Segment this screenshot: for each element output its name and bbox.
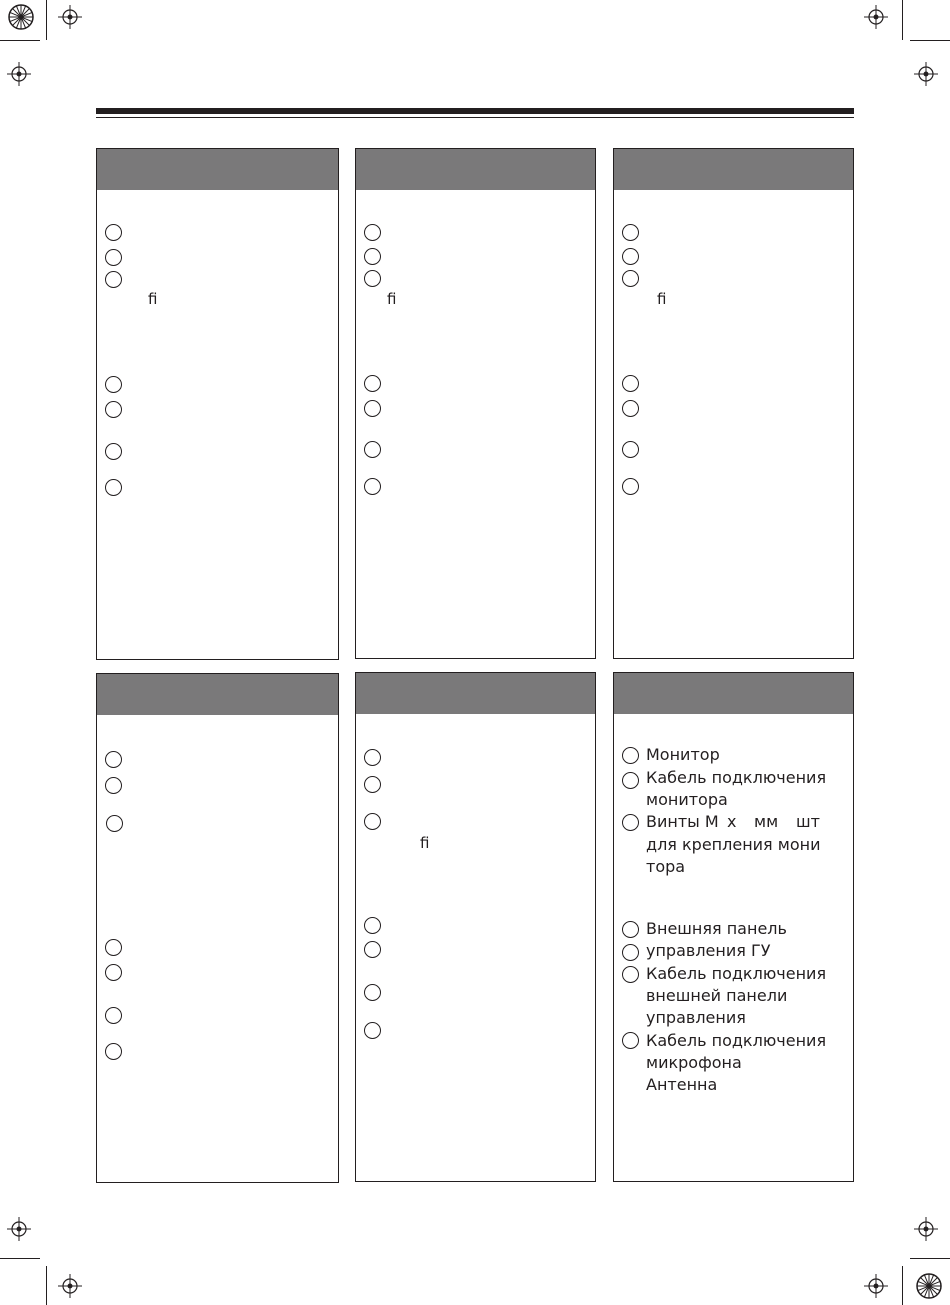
panel-4 (96, 673, 339, 1183)
crosshair-icon (914, 1217, 938, 1241)
item-marker (105, 224, 122, 241)
item-mic-cable: Кабель подключения (646, 1031, 827, 1050)
item-marker (622, 248, 639, 265)
crop-line (0, 1258, 40, 1259)
item-marker (622, 814, 639, 831)
registration-target-icon (7, 3, 35, 31)
panel-header (614, 149, 853, 190)
item-marker (105, 1043, 122, 1060)
item-marker (622, 375, 639, 392)
header-rule-thick (96, 108, 854, 114)
item-marker (622, 966, 639, 983)
item-screws-cont: для крепления мони (646, 835, 821, 854)
item-marker (105, 271, 122, 288)
item-screws-x: x (727, 812, 737, 831)
crosshair-icon (864, 1274, 888, 1298)
crosshair-icon (864, 5, 888, 29)
item-marker (364, 917, 381, 934)
item-marker (364, 749, 381, 766)
crosshair-icon (7, 1217, 31, 1241)
item-marker (364, 375, 381, 392)
item-marker (106, 815, 123, 832)
item-screws-cont2: тора (646, 857, 686, 876)
item-marker (622, 772, 639, 789)
item-marker (622, 270, 639, 287)
item-marker (622, 400, 639, 417)
item-panel-cable: Кабель подключения (646, 964, 827, 983)
item-marker (364, 224, 381, 241)
item-mic-cable-cont: микрофона (646, 1053, 742, 1072)
crop-line (902, 1266, 903, 1305)
crop-line (46, 1266, 47, 1305)
item-marker (364, 441, 381, 458)
item-marker (622, 944, 639, 961)
registration-target-icon (915, 1272, 943, 1300)
fi-ligature: ﬁ (387, 290, 397, 308)
panel-header (356, 673, 595, 714)
item-marker (364, 400, 381, 417)
item-marker (622, 1032, 639, 1049)
item-marker (105, 249, 122, 266)
item-monitor-cable: Кабель подключения (646, 768, 827, 787)
item-marker (105, 1007, 122, 1024)
item-marker (364, 478, 381, 495)
item-marker (622, 478, 639, 495)
crosshair-icon (7, 62, 31, 86)
item-external-panel: Внешняя панель (646, 919, 787, 938)
item-marker (105, 964, 122, 981)
crop-line (902, 0, 903, 40)
item-marker (105, 443, 122, 460)
item-marker (622, 441, 639, 458)
crosshair-icon (58, 1274, 82, 1298)
crop-line (910, 40, 950, 41)
item-antenna: Антенна (646, 1075, 718, 1094)
crop-line (0, 40, 40, 41)
item-head-unit-control: управления ГУ (646, 941, 771, 960)
item-monitor-cable-cont: монитора (646, 790, 728, 809)
item-panel-cable-cont2: управления (646, 1008, 746, 1027)
item-screws-mm: мм (754, 812, 779, 831)
panel-header (614, 673, 853, 714)
header-rule-thin (96, 117, 854, 118)
item-marker (364, 813, 381, 830)
fi-ligature: ﬁ (420, 834, 430, 852)
item-marker (364, 776, 381, 793)
item-marker (105, 939, 122, 956)
item-marker (364, 270, 381, 287)
item-marker (622, 921, 639, 938)
fi-ligature: ﬁ (148, 290, 158, 308)
panel-3 (613, 148, 854, 659)
item-marker (105, 479, 122, 496)
panel-header (356, 149, 595, 190)
item-monitor: Монитор (646, 745, 720, 764)
item-screws: Винты M (646, 812, 719, 831)
item-marker (105, 401, 122, 418)
panel-header (97, 674, 338, 715)
panel-header (97, 149, 338, 190)
panel-5 (355, 672, 596, 1182)
item-marker (105, 751, 122, 768)
crop-line (46, 0, 47, 40)
item-marker (622, 747, 639, 764)
crosshair-icon (58, 5, 82, 29)
panel-1 (96, 148, 339, 660)
panel-2 (355, 148, 596, 659)
item-marker (105, 777, 122, 794)
item-marker (364, 1022, 381, 1039)
item-marker (364, 941, 381, 958)
fi-ligature: ﬁ (657, 290, 667, 308)
item-screws-pcs: шт (796, 812, 820, 831)
item-marker (105, 376, 122, 393)
item-panel-cable-cont: внешней панели (646, 986, 788, 1005)
item-marker (364, 248, 381, 265)
crosshair-icon (914, 62, 938, 86)
crop-line (910, 1258, 950, 1259)
item-marker (622, 224, 639, 241)
item-marker (364, 984, 381, 1001)
